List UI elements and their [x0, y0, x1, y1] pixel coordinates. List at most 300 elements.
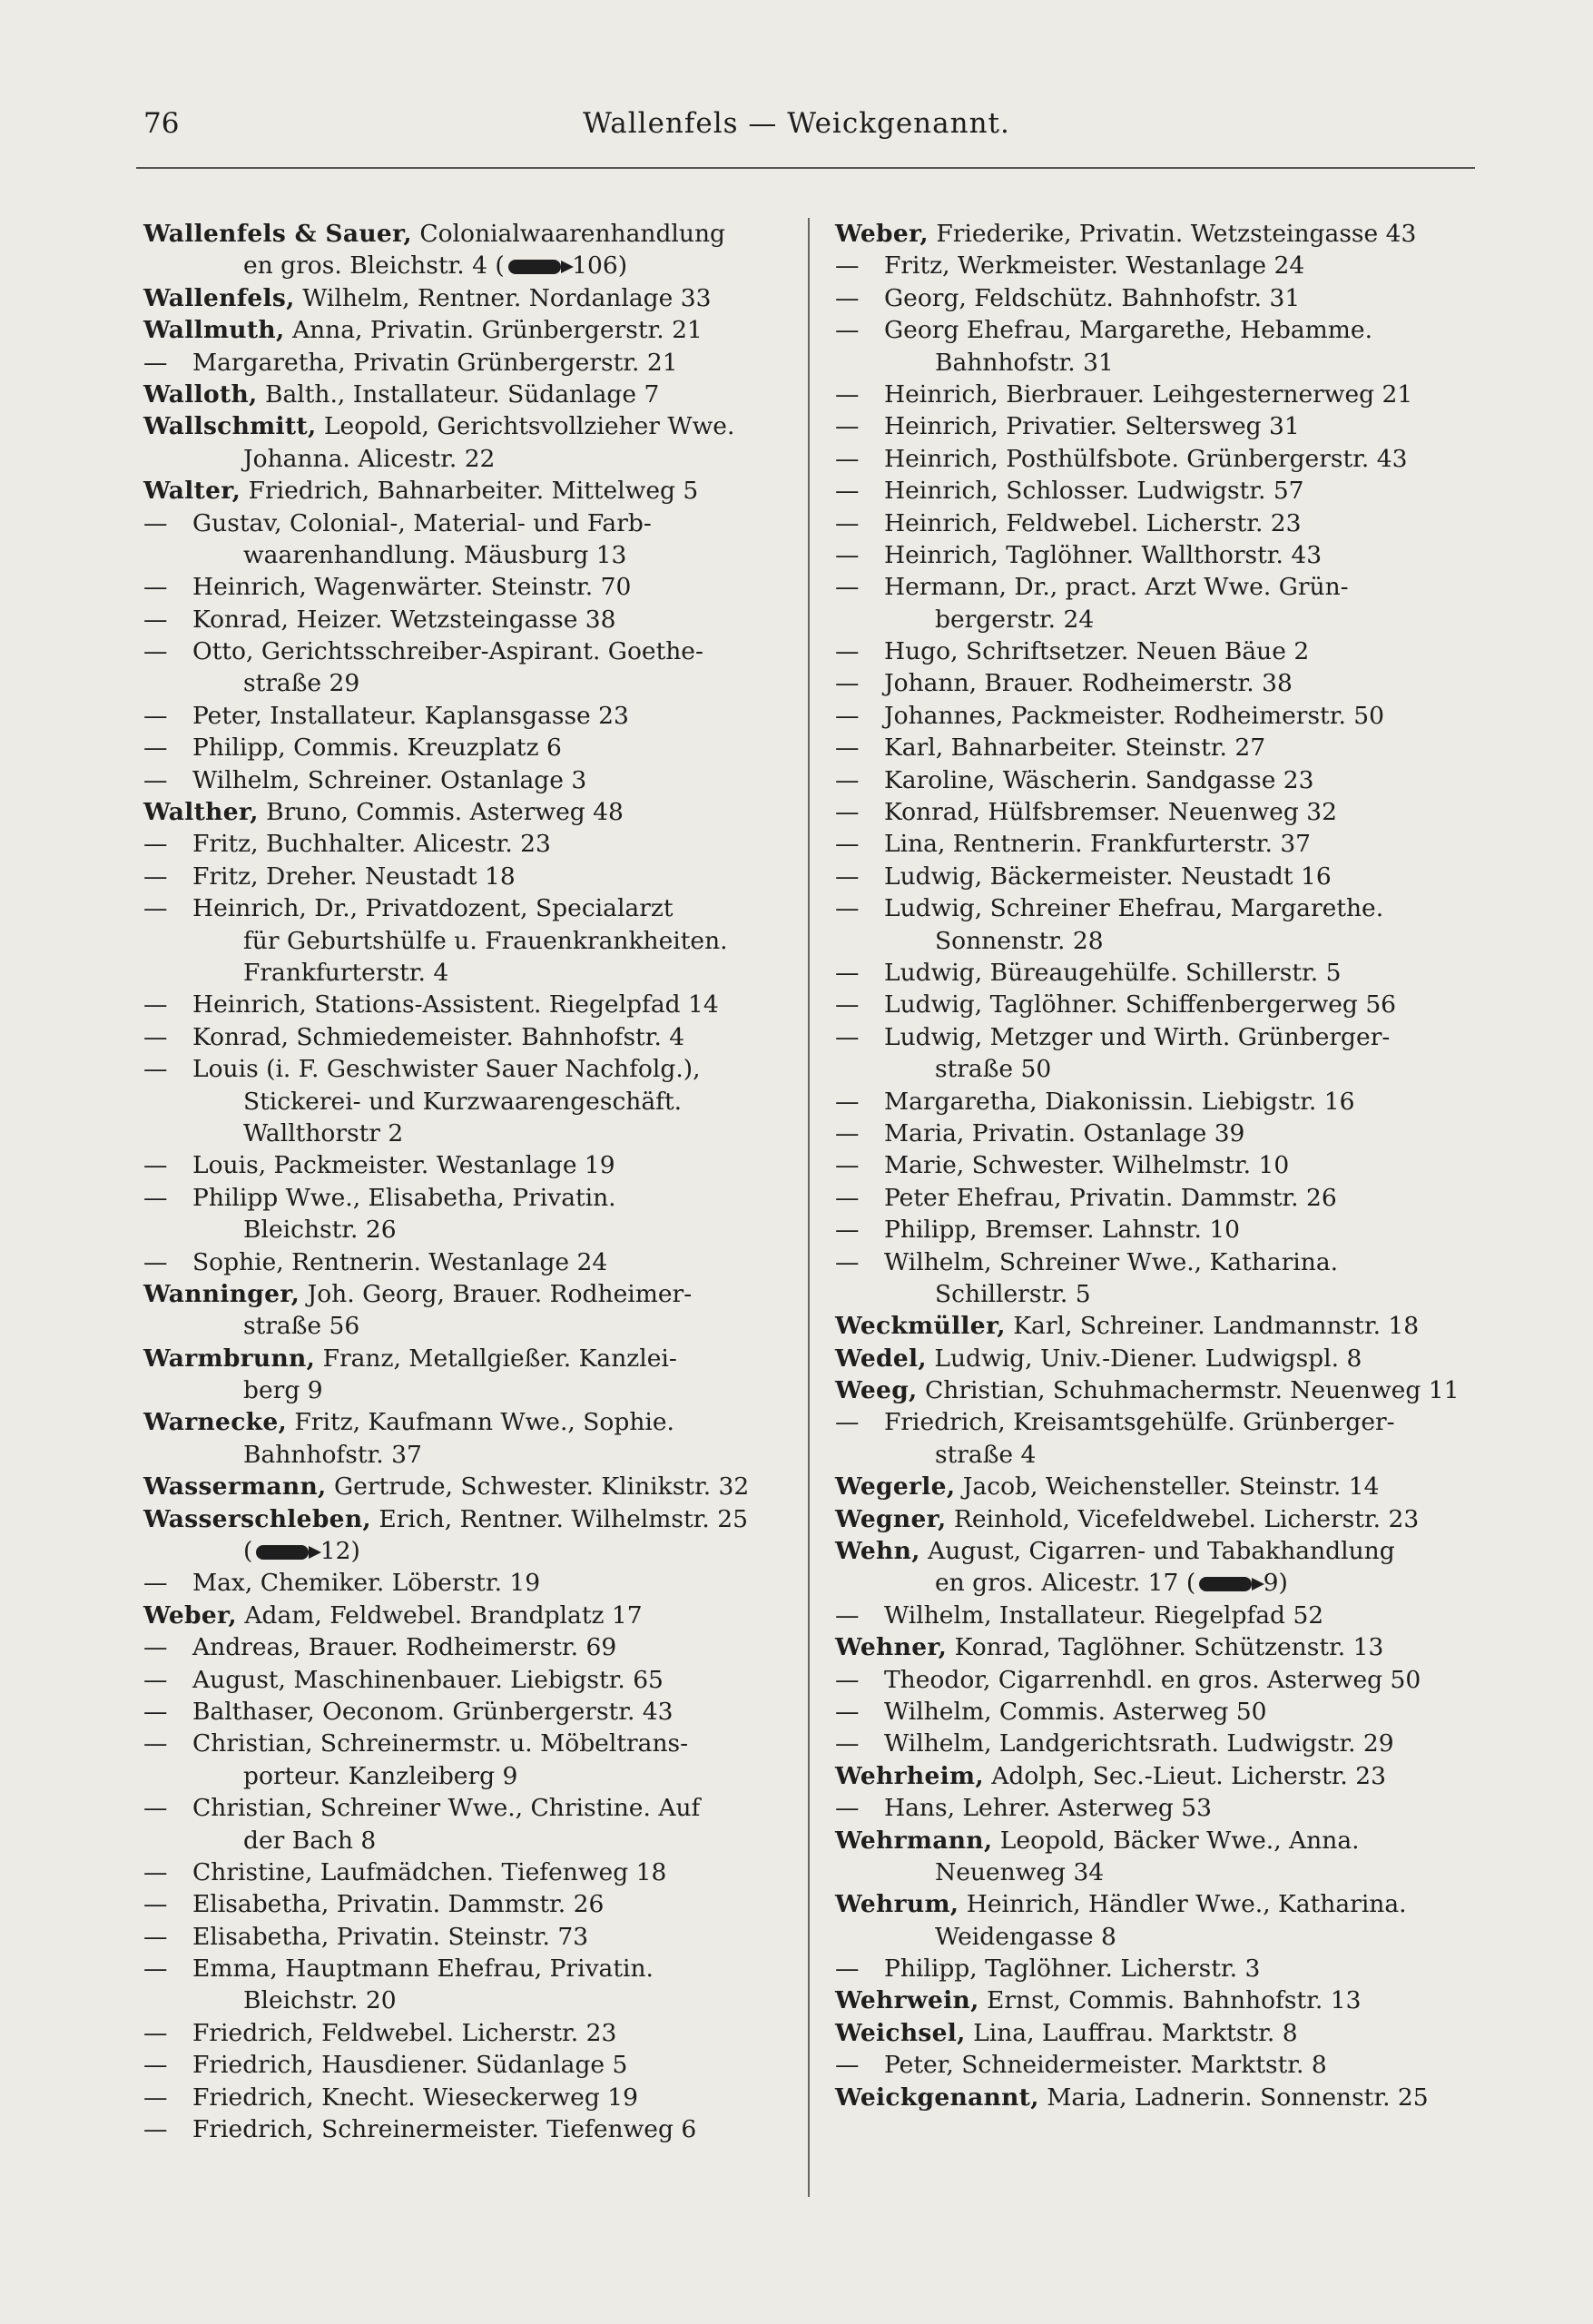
- entry-text: Fritz, Dreher. Neustadt 18: [192, 862, 516, 891]
- entry-subentry: [835, 539, 1489, 571]
- entry-subentry: [143, 764, 797, 796]
- entry-text: Balth., Installateur. Südanlage 7: [257, 379, 660, 409]
- entry-subentry: [835, 989, 1489, 1020]
- ditto-dash: —: [143, 1247, 168, 1276]
- entry-text: Schillerstr. 5: [935, 1279, 1091, 1308]
- ditto-dash: —: [835, 1022, 860, 1051]
- entry-surname: Wehrwein,: [835, 1986, 979, 2015]
- entry-continuation: [143, 443, 797, 475]
- entry-continuation: [143, 925, 797, 957]
- entry-subentry: [143, 700, 797, 732]
- entry-text: Wilhelm, Schreiner Wwe., Katharina.: [884, 1247, 1339, 1276]
- entry-text: Elisabetha, Privatin. Dammstr. 26: [192, 1890, 605, 1919]
- entry-text: Fritz, Buchhalter. Alicestr. 23: [192, 830, 551, 859]
- entry-continuation: [143, 539, 797, 571]
- entry-surname: Warmbrunn,: [143, 1344, 316, 1373]
- ditto-dash: —: [835, 1408, 860, 1437]
- entry-headline: [143, 379, 797, 410]
- entry-text: berg 9: [243, 1376, 323, 1405]
- entry-text: August, Maschinenbauer. Liebigstr. 65: [192, 1665, 664, 1694]
- entry-text: Hermann, Dr., pract. Arzt Wwe. Grün-: [884, 573, 1349, 602]
- entry-text: Colonialwaarenhandlung: [411, 220, 725, 248]
- entry-subentry: [835, 828, 1489, 860]
- entry-subentry: [143, 1856, 797, 1888]
- entry-subentry: [835, 635, 1489, 667]
- entry-continuation: [835, 347, 1489, 379]
- entry-text: Leopold, Gerichtsvollzieher Wwe.: [316, 412, 735, 441]
- entry-headline: [143, 282, 797, 314]
- entry-text: straße 4: [935, 1440, 1037, 1469]
- ditto-dash: —: [143, 734, 168, 763]
- entry-subentry: [143, 571, 797, 603]
- entry-text: Philipp Wwe., Elisabetha, Privatin.: [192, 1183, 616, 1212]
- entry-headline: [143, 410, 797, 442]
- entry-text: Reinhold, Vicefeldwebel. Licherstr. 23: [946, 1504, 1420, 1533]
- entry-headline: [143, 1343, 797, 1374]
- entry-subentry: [143, 1696, 797, 1728]
- entry-text: Christian, Schreinermstr. u. Möbeltrans-: [192, 1729, 689, 1758]
- ditto-dash: —: [143, 701, 168, 730]
- ditto-dash: —: [143, 1665, 168, 1694]
- entry-text: Wilhelm, Rentner. Nordanlage 33: [294, 283, 712, 312]
- entry-subentry: [143, 2082, 797, 2113]
- entry-text: straße 56: [243, 1312, 360, 1341]
- ditto-dash: —: [835, 1697, 860, 1726]
- entry-continuation: [143, 1118, 797, 1149]
- entry-text: Sonnenstr. 28: [935, 926, 1104, 955]
- entry-text: waarenhandlung. Mäusburg 13: [243, 540, 627, 569]
- ditto-dash: —: [835, 412, 860, 441]
- entry-text: Peter, Installateur. Kaplansgasse 23: [192, 701, 629, 730]
- entry-headline: [835, 1535, 1489, 1567]
- ditto-dash: —: [835, 477, 860, 506]
- pointing-hand-icon: [1199, 1577, 1252, 1591]
- entry-headline: [835, 2017, 1489, 2049]
- ditto-dash: —: [143, 1151, 168, 1180]
- entry-text: straße 50: [935, 1055, 1052, 1084]
- ditto-dash: —: [143, 1890, 168, 1919]
- entry-text: Georg Ehefrau, Margarethe, Hebamme.: [884, 316, 1373, 345]
- entry-text: Fritz, Kaufmann Wwe., Sophie.: [287, 1408, 674, 1437]
- entry-subentry: [143, 1631, 797, 1663]
- entry-text: Erich, Rentner. Wilhelmstr. 25: [370, 1504, 748, 1533]
- entry-surname: Walter,: [143, 477, 241, 506]
- entry-text: Franz, Metallgießer. Kanzlei-: [315, 1344, 677, 1373]
- entry-continuation: [143, 1535, 797, 1567]
- entry-text: Georg, Feldschütz. Bahnhofstr. 31: [884, 283, 1301, 312]
- ditto-dash: —: [835, 508, 860, 537]
- entry-subentry: [143, 1567, 797, 1599]
- entry-text: Friedrich, Knecht. Wieseckerweg 19: [192, 2083, 638, 2112]
- entry-text: Leopold, Bäcker Wwe., Anna.: [992, 1826, 1360, 1855]
- entry-headline: [835, 1984, 1489, 2016]
- entry-text: Joh. Georg, Brauer. Rodheimer-: [300, 1279, 693, 1308]
- entry-subentry: [835, 1953, 1489, 1984]
- entry-surname: Wegerle,: [835, 1472, 956, 1502]
- entry-text: Theodor, Cigarrenhdl. en gros. Asterweg 50: [884, 1665, 1421, 1694]
- ditto-dash: —: [835, 862, 860, 891]
- entry-continuation: [835, 1439, 1489, 1471]
- entry-text: Wilhelm, Landgerichtsrath. Ludwigstr. 29: [884, 1729, 1394, 1758]
- entry-text: Konrad, Hülfsbremser. Neuenweg 32: [884, 798, 1337, 827]
- ditto-dash: —: [835, 251, 860, 281]
- entry-subentry: [835, 379, 1489, 410]
- entry-text: Balthaser, Oeconom. Grünbergerstr. 43: [192, 1697, 674, 1726]
- ditto-dash: —: [143, 1022, 168, 1051]
- entry-subentry: [835, 892, 1489, 924]
- ditto-dash: —: [143, 894, 168, 923]
- entry-subentry: [143, 1888, 797, 1920]
- entry-continuation: [143, 1984, 797, 2016]
- entry-continuation: [143, 1439, 797, 1471]
- entry-text: (: [243, 1537, 253, 1566]
- entry-text: en gros. Bleichstr. 4 (: [243, 251, 505, 281]
- ditto-dash: —: [143, 637, 168, 666]
- entry-subentry: [143, 892, 797, 924]
- entry-subentry: [143, 1953, 797, 1984]
- entry-subentry: [143, 507, 797, 539]
- entry-subentry: [835, 1086, 1489, 1118]
- entry-text: Marie, Schwester. Wilhelmstr. 10: [884, 1151, 1290, 1180]
- ditto-dash: —: [835, 1247, 860, 1276]
- ditto-dash: —: [835, 1600, 860, 1630]
- entry-subentry: [143, 1182, 797, 1214]
- entry-text: Friedrich, Schreinermeister. Tiefenweg 6: [192, 2115, 697, 2144]
- entry-headline: [143, 475, 797, 507]
- ditto-dash: —: [143, 348, 168, 377]
- entry-text: 106): [564, 251, 628, 281]
- entry-subentry: [835, 732, 1489, 763]
- entry-text: August, Cigarren- und Tabakhandlung: [919, 1537, 1395, 1566]
- entry-text: Friedrich, Hausdiener. Südanlage 5: [192, 2051, 628, 2080]
- entry-text: Heinrich, Dr., Privatdozent, Specialarzt: [192, 894, 674, 923]
- entry-text: Emma, Hauptmann Ehefrau, Privatin.: [192, 1955, 654, 1984]
- entry-text: Frankfurterstr. 4: [243, 958, 449, 987]
- entry-subentry: [835, 1118, 1489, 1149]
- ditto-dash: —: [143, 1055, 168, 1084]
- entry-text: Max, Chemiker. Löberstr. 19: [192, 1569, 541, 1598]
- entry-text: Karl, Bahnarbeiter. Steinstr. 27: [884, 734, 1266, 763]
- entry-text: Lina, Rentnerin. Frankfurterstr. 37: [884, 830, 1312, 859]
- entry-text: Maria, Ladnerin. Sonnenstr. 25: [1038, 2083, 1429, 2112]
- ditto-dash: —: [143, 605, 168, 634]
- entry-headline: [143, 1600, 797, 1631]
- entry-text: Adam, Feldwebel. Brandplatz 17: [236, 1600, 643, 1630]
- entry-text: 9): [1255, 1569, 1288, 1598]
- entry-continuation: [143, 1825, 797, 1856]
- entry-continuation: [835, 1278, 1489, 1310]
- entry-text: Margaretha, Diakonissin. Liebigstr. 16: [884, 1087, 1355, 1116]
- entry-headline: [143, 218, 797, 250]
- entry-continuation: [835, 925, 1489, 957]
- entry-text: bergerstr. 24: [935, 605, 1095, 634]
- entry-subentry: [143, 347, 797, 379]
- entry-subentry: [143, 732, 797, 763]
- entry-subentry: [835, 410, 1489, 442]
- entry-continuation: [143, 1760, 797, 1792]
- ditto-dash: —: [143, 862, 168, 891]
- entry-text: Bleichstr. 20: [243, 1986, 397, 2015]
- entry-headline: [835, 1503, 1489, 1535]
- entry-text: Ludwig, Büreaugehülfe. Schillerstr. 5: [884, 958, 1342, 987]
- ditto-dash: —: [835, 701, 860, 730]
- entry-subentry: [835, 443, 1489, 475]
- entry-text: Peter, Schneidermeister. Marktstr. 8: [884, 2051, 1327, 2080]
- ditto-dash: —: [835, 798, 860, 827]
- entry-headline: [143, 796, 797, 828]
- entry-surname: Wallenfels,: [143, 283, 295, 312]
- entry-subentry: [835, 1696, 1489, 1728]
- entry-text: Fritz, Werkmeister. Westanlage 24: [884, 251, 1305, 281]
- entry-headline: [835, 218, 1489, 250]
- entry-surname: Wehner,: [835, 1633, 948, 1662]
- entry-surname: Weckmüller,: [835, 1312, 1006, 1341]
- ditto-dash: —: [143, 1955, 168, 1984]
- entry-text: Friedrich, Feldwebel. Licherstr. 23: [192, 2018, 617, 2047]
- entry-subentry: [143, 861, 797, 892]
- entry-subentry: [835, 764, 1489, 796]
- entry-surname: Walloth,: [143, 379, 258, 409]
- entry-text: Hans, Lehrer. Asterweg 53: [884, 1794, 1212, 1823]
- entry-surname: Weeg,: [835, 1376, 918, 1405]
- ditto-dash: —: [835, 1183, 860, 1212]
- entry-text: Heinrich, Schlosser. Ludwigstr. 57: [884, 477, 1304, 506]
- entry-text: Ludwig, Schreiner Ehefrau, Margarethe.: [884, 894, 1384, 923]
- ditto-dash: —: [835, 444, 860, 473]
- entry-text: Anna, Privatin. Grünbergerstr. 21: [284, 316, 703, 345]
- entry-text: Margaretha, Privatin Grünbergerstr. 21: [192, 348, 678, 377]
- entry-surname: Wassermann,: [143, 1472, 327, 1502]
- entry-text: Jacob, Weichensteller. Steinstr. 14: [955, 1472, 1380, 1502]
- ditto-dash: —: [835, 2051, 860, 2080]
- entry-subentry: [143, 1664, 797, 1696]
- ditto-dash: —: [835, 1216, 860, 1245]
- entry-text: porteur. Kanzleiberg 9: [243, 1761, 518, 1790]
- entry-headline: [835, 1374, 1489, 1406]
- entry-text: Philipp, Commis. Kreuzplatz 6: [192, 734, 562, 763]
- entry-text: Wallthorstr 2: [243, 1118, 404, 1147]
- entry-subentry: [835, 475, 1489, 507]
- entry-text: Adolph, Sec.-Lieut. Licherstr. 23: [983, 1761, 1386, 1790]
- entry-continuation: [143, 1086, 797, 1118]
- entry-subentry: [143, 604, 797, 635]
- entry-surname: Wegner,: [835, 1504, 947, 1533]
- entry-continuation: [143, 667, 797, 699]
- entry-text: Heinrich, Händler Wwe., Katharina.: [959, 1890, 1407, 1919]
- entry-surname: Weber,: [143, 1600, 237, 1630]
- entry-text: Konrad, Heizer. Wetzsteingasse 38: [192, 605, 616, 634]
- entry-text: Wilhelm, Installateur. Riegelpfad 52: [884, 1600, 1324, 1630]
- entry-subentry: [143, 2113, 797, 2145]
- entry-text: Heinrich, Privatier. Seltersweg 31: [884, 412, 1300, 441]
- entry-subentry: [835, 1182, 1489, 1214]
- ditto-dash: —: [143, 573, 168, 602]
- ditto-dash: —: [835, 1955, 860, 1984]
- header-rule: [136, 167, 1475, 169]
- entry-subentry: [835, 1728, 1489, 1759]
- entry-text: Lina, Lauffrau. Marktstr. 8: [965, 2018, 1298, 2047]
- entry-text: Konrad, Schmiedemeister. Bahnhofstr. 4: [192, 1022, 685, 1051]
- entry-surname: Wanninger,: [143, 1279, 300, 1308]
- entry-text: Heinrich, Stations-Assistent. Riegelpfad 14: [192, 990, 719, 1019]
- ditto-dash: —: [143, 1697, 168, 1726]
- entry-headline: [143, 1503, 797, 1535]
- entry-continuation: [835, 1053, 1489, 1085]
- ditto-dash: —: [143, 1183, 168, 1212]
- entry-text: Christian, Schuhmachermstr. Neuenweg 11: [917, 1376, 1460, 1405]
- ditto-dash: —: [835, 894, 860, 923]
- entry-subentry: [835, 957, 1489, 989]
- ditto-dash: —: [835, 316, 860, 345]
- entry-text: Philipp, Taglöhner. Licherstr. 3: [884, 1955, 1261, 1984]
- entry-text: Friedrich, Bahnarbeiter. Mittelweg 5: [241, 477, 699, 506]
- entry-text: Heinrich, Posthülfsbote. Grünbergerstr. 43: [884, 444, 1408, 473]
- entry-subentry: [143, 1792, 797, 1824]
- entry-subentry: [835, 1406, 1489, 1438]
- entry-text: Heinrich, Bierbrauer. Leihgesternerweg 21: [884, 379, 1413, 409]
- entry-headline: [143, 1471, 797, 1502]
- entry-text: Bleichstr. 26: [243, 1216, 397, 1245]
- entry-headline: [835, 1310, 1489, 1342]
- entry-headline: [835, 1760, 1489, 1792]
- entry-surname: Weber,: [835, 220, 929, 248]
- entry-subentry: [143, 635, 797, 667]
- ditto-dash: —: [835, 1794, 860, 1823]
- entry-text: Gustav, Colonial-, Material- und Farb-: [192, 508, 652, 537]
- entry-subentry: [143, 2017, 797, 2049]
- entry-text: Heinrich, Feldwebel. Licherstr. 23: [884, 508, 1302, 537]
- ditto-dash: —: [835, 637, 860, 666]
- entry-surname: Wasserschleben,: [143, 1504, 371, 1533]
- right-column: [835, 218, 1489, 2113]
- entry-text: Bahnhofstr. 37: [243, 1440, 422, 1469]
- entry-text: Friedrich, Kreisamtsgehülfe. Grünberger-: [884, 1408, 1395, 1437]
- ditto-dash: —: [143, 1633, 168, 1662]
- entry-surname: Wehrheim,: [835, 1761, 984, 1790]
- entry-headline: [835, 1825, 1489, 1856]
- entry-subentry: [143, 1021, 797, 1053]
- entry-text: Neuenweg 34: [935, 1857, 1105, 1886]
- entry-subentry: [835, 1149, 1489, 1181]
- entry-subentry: [835, 1664, 1489, 1696]
- entry-headline: [143, 314, 797, 346]
- entry-text: en gros. Alicestr. 17 (: [935, 1569, 1196, 1598]
- entry-continuation: [835, 1856, 1489, 1888]
- entry-surname: Weickgenannt,: [835, 2083, 1039, 2112]
- entry-headline: [835, 2082, 1489, 2113]
- ditto-dash: —: [835, 1729, 860, 1758]
- ditto-dash: —: [835, 1151, 860, 1180]
- entry-subentry: [835, 314, 1489, 346]
- entry-text: Heinrich, Wagenwärter. Steinstr. 70: [192, 573, 632, 602]
- ditto-dash: —: [835, 765, 860, 794]
- entry-subentry: [143, 1053, 797, 1085]
- entry-subentry: [835, 1792, 1489, 1824]
- entry-text: 12): [312, 1537, 360, 1566]
- entry-text: Stickerei- und Kurzwaarengeschäft.: [243, 1087, 683, 1116]
- entry-continuation: [835, 1921, 1489, 1953]
- ditto-dash: —: [835, 830, 860, 859]
- entry-subentry: [835, 571, 1489, 603]
- entry-subentry: [835, 507, 1489, 539]
- entry-surname: Walther,: [143, 798, 259, 827]
- entry-text: Hugo, Schriftsetzer. Neuen Bäue 2: [884, 637, 1310, 666]
- entry-text: Konrad, Taglöhner. Schützenstr. 13: [947, 1633, 1384, 1662]
- entry-surname: Wehrmann,: [835, 1826, 993, 1855]
- entry-subentry: [143, 1149, 797, 1181]
- entry-subentry: [835, 2049, 1489, 2081]
- ditto-dash: —: [835, 669, 860, 698]
- page-number: 76: [143, 107, 180, 140]
- entry-headline: [835, 1888, 1489, 1920]
- entry-text: Johanna. Alicestr. 22: [243, 444, 496, 473]
- entry-subentry: [143, 1921, 797, 1953]
- entry-subentry: [835, 1246, 1489, 1278]
- entry-continuation: [835, 1567, 1489, 1599]
- entry-text: Ludwig, Metzger und Wirth. Grünberger-: [884, 1022, 1391, 1051]
- entry-subentry: [835, 861, 1489, 892]
- ditto-dash: —: [835, 734, 860, 763]
- entry-text: Otto, Gerichtsschreiber-Aspirant. Goethe-: [192, 637, 703, 666]
- entry-text: Philipp, Bremser. Lahnstr. 10: [884, 1216, 1241, 1245]
- entry-subentry: [143, 1728, 797, 1759]
- entry-text: Heinrich, Taglöhner. Wallthorstr. 43: [884, 540, 1323, 569]
- entry-subentry: [143, 2049, 797, 2081]
- entry-text: Friederike, Privatin. Wetzsteingasse 43: [928, 220, 1417, 248]
- ditto-dash: —: [143, 1729, 168, 1758]
- ditto-dash: —: [143, 1569, 168, 1598]
- ditto-dash: —: [143, 2051, 168, 2080]
- entry-subentry: [835, 282, 1489, 314]
- pointing-hand-icon: [508, 260, 561, 274]
- column-divider: [808, 218, 810, 2197]
- ditto-dash: —: [835, 1665, 860, 1694]
- entry-text: Louis (i. F. Geschwister Sauer Nachfolg.),: [192, 1055, 701, 1084]
- ditto-dash: —: [143, 1857, 168, 1886]
- entry-text: Andreas, Brauer. Rodheimerstr. 69: [192, 1633, 617, 1662]
- ditto-dash: —: [143, 1794, 168, 1823]
- ditto-dash: —: [143, 990, 168, 1019]
- entry-text: straße 29: [243, 669, 360, 698]
- ditto-dash: —: [143, 1922, 168, 1951]
- ditto-dash: —: [835, 573, 860, 602]
- entry-text: Christian, Schreiner Wwe., Christine. Auf: [192, 1794, 701, 1823]
- ditto-dash: —: [835, 379, 860, 409]
- ditto-dash: —: [143, 765, 168, 794]
- ditto-dash: —: [835, 958, 860, 987]
- entry-surname: Wehrum,: [835, 1890, 959, 1919]
- entry-text: Elisabetha, Privatin. Steinstr. 73: [192, 1922, 589, 1951]
- entry-text: Wilhelm, Schreiner. Ostanlage 3: [192, 765, 587, 794]
- entry-continuation: [143, 1214, 797, 1246]
- entry-continuation: [143, 1310, 797, 1342]
- ditto-dash: —: [835, 1118, 860, 1147]
- entry-subentry: [835, 700, 1489, 732]
- entry-text: Karl, Schreiner. Landmannstr. 18: [1005, 1312, 1420, 1341]
- entry-subentry: [143, 828, 797, 860]
- entry-text: für Geburtshülfe u. Frauenkrankheiten.: [243, 926, 728, 955]
- ditto-dash: —: [143, 2018, 168, 2047]
- entry-text: Karoline, Wäscherin. Sandgasse 23: [884, 765, 1314, 794]
- entry-headline: [143, 1406, 797, 1438]
- entry-text: Bruno, Commis. Asterweg 48: [258, 798, 624, 827]
- entry-subentry: [835, 796, 1489, 828]
- entry-subentry: [835, 1600, 1489, 1631]
- entry-surname: Wallmuth,: [143, 316, 285, 345]
- entry-headline: [835, 1631, 1489, 1663]
- entry-subentry: [835, 667, 1489, 699]
- entry-text: Louis, Packmeister. Westanlage 19: [192, 1151, 615, 1180]
